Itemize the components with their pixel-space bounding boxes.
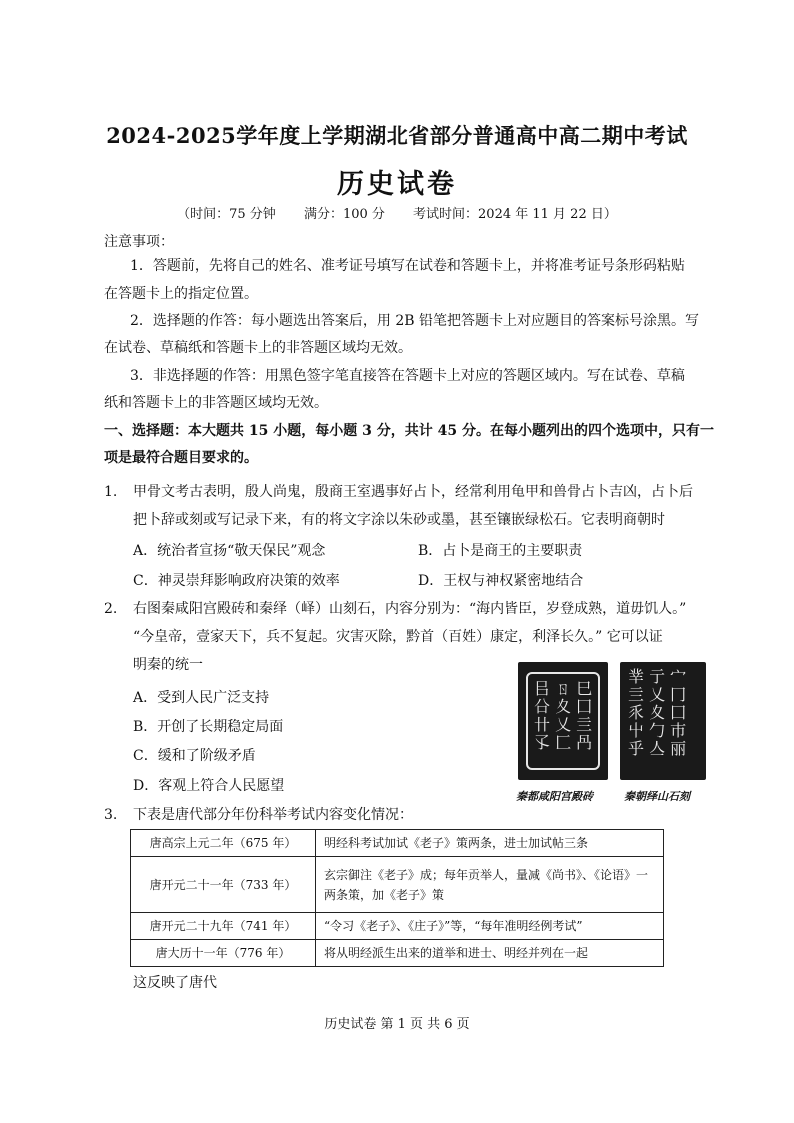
question-2-option-d: D．客观上符合人民愿望 bbox=[133, 778, 285, 794]
question-1-number: 1. bbox=[104, 484, 118, 500]
keju-content-table bbox=[130, 829, 664, 967]
question-3-number: 3. bbox=[104, 807, 118, 823]
table-cell-year: 唐开元二十九年（741 年） bbox=[131, 913, 316, 940]
exam-full-score: 满分：100 分 bbox=[303, 207, 385, 222]
question-3-outro: 这反映了唐代 bbox=[133, 975, 217, 991]
question-1-option-b: B．占卜是商王的主要职责 bbox=[418, 543, 583, 559]
page-footer: 历史试卷 第 1 页 共 6 页 bbox=[324, 1017, 470, 1032]
notice-item-1-line-2: 在答题卡上的指定位置。 bbox=[104, 286, 258, 302]
notice-item-2-line-1: 2．选择题的作答：每小题选出答案后，用 2B 铅笔把答题卡上对应题目的答案标号涂黑。写 bbox=[130, 313, 700, 329]
exam-date: 考试时间：2024 年 11 月 22 日） bbox=[413, 207, 617, 222]
question-2-option-c: C．缓和了阶级矛盾 bbox=[133, 748, 256, 764]
question-2-stem-line-3: 明秦的统一 bbox=[133, 657, 203, 673]
brick-seal-glyphs: 㠯 ㄖ 巳 㕣 夊 囗 卄 乂 亖 孓 匚 冎 bbox=[534, 679, 593, 752]
question-1-stem-line-1: 甲骨文考古表明，殷人尚鬼，殷商王室遇事好占卜，经常利用龟甲和兽骨占卜吉凶，占卜后 bbox=[133, 484, 693, 500]
table-cell-content: 玄宗御注《老子》成；每年贡举人，量减《尚书》、《论语》一两条策，加《老子》策 bbox=[316, 857, 664, 913]
table-row bbox=[131, 940, 664, 967]
question-2-stem-line-2: “今皇帝，壹家天下，兵不复起。灾害灭除，黔首（百姓）康定，利泽长久。” 它可以证 bbox=[133, 629, 663, 645]
stele-caption: 秦朝绎山石刻 bbox=[624, 790, 690, 803]
question-1-option-a: A．统治者宣扬“敬天保民”观念 bbox=[133, 543, 326, 559]
notice-item-3-line-2: 纸和答题卡上的非答题区域均无效。 bbox=[104, 395, 328, 411]
table-row bbox=[131, 830, 664, 857]
question-1-stem-line-2: 把卜辞或刻或写记录下来，有的将文字涂以朱砂或墨，甚至镶嵌绿松石。它表明商朝时 bbox=[133, 512, 665, 528]
brick-caption: 秦都咸阳宫殿砖 bbox=[516, 790, 593, 803]
exam-title: 2024-2025学年度上学期湖北省部分普通高中高二期中考试 bbox=[106, 123, 688, 148]
question-3-intro: 下表是唐代部分年份科举考试内容变化情况： bbox=[133, 807, 413, 823]
question-1-option-c: C．神灵崇拜影响政府决策的效率 bbox=[133, 573, 340, 589]
table-cell-content: “令习《老子》、《庄子》”等，“每年准明经例考试” bbox=[316, 913, 664, 940]
table-cell-year: 唐高宗上元二年（675 年） bbox=[131, 830, 316, 857]
question-2-option-b: B．开创了长期稳定局面 bbox=[133, 719, 284, 735]
xianyang-palace-brick-image bbox=[518, 662, 608, 780]
table-row bbox=[131, 913, 664, 940]
exam-meta bbox=[0, 203, 794, 222]
subject-title: 历史试卷 bbox=[337, 169, 457, 200]
table-cell-content: 明经科考试加试《老子》策两条，进士加试帖三条 bbox=[316, 830, 664, 857]
question-1-option-d: D．王权与神权紧密地结合 bbox=[418, 573, 584, 589]
question-2-figures bbox=[512, 662, 712, 802]
section-1-heading-line-2: 项是最符合题目要求的。 bbox=[104, 450, 258, 466]
section-1-heading-line-1: 一、选择题：本大题共 15 小题，每小题 3 分，共计 45 分。在每小题列出的四个选项中，只有一 bbox=[104, 423, 714, 439]
question-2-number: 2. bbox=[104, 601, 118, 617]
exam-duration: （时间：75 分钟 bbox=[177, 207, 276, 222]
table-row bbox=[131, 857, 664, 913]
brick-inscription-frame bbox=[526, 672, 600, 770]
question-2-option-a: A．受到人民广泛支持 bbox=[133, 690, 270, 706]
yishan-stele-image bbox=[620, 662, 706, 780]
notice-item-3-line-1: 3．非选择题的作答：用黑色签字笔直接答在答题卡上对应的答题区域内。写在试卷、草稿 bbox=[130, 368, 685, 384]
table-cell-year: 唐大历十一年（776 年） bbox=[131, 940, 316, 967]
notice-item-2-line-2: 在试卷、草稿纸和答题卡上的非答题区域均无效。 bbox=[104, 340, 412, 356]
table-cell-content: 将从明经派生出来的道举和进士、明经并列在一起 bbox=[316, 940, 664, 967]
notice-heading: 注意事项： bbox=[104, 234, 174, 250]
stele-seal-glyphs: 丵 亍 宀 亖 乂 冂 乑 夊 囗 屮 勹 巿 乎 亼 丽 bbox=[628, 667, 687, 758]
notice-item-1-line-1: 1．答题前，先将自己的姓名、准考证号填写在试卷和答题卡上，并将准考证号条形码粘贴 bbox=[130, 258, 685, 274]
table-cell-year: 唐开元二十一年（733 年） bbox=[131, 857, 316, 913]
question-2-stem-line-1: 右图秦咸阳宫殿砖和秦绎（峄）山刻石，内容分别为：“海内皆臣，岁登成熟，道毋饥人。” bbox=[133, 601, 687, 617]
